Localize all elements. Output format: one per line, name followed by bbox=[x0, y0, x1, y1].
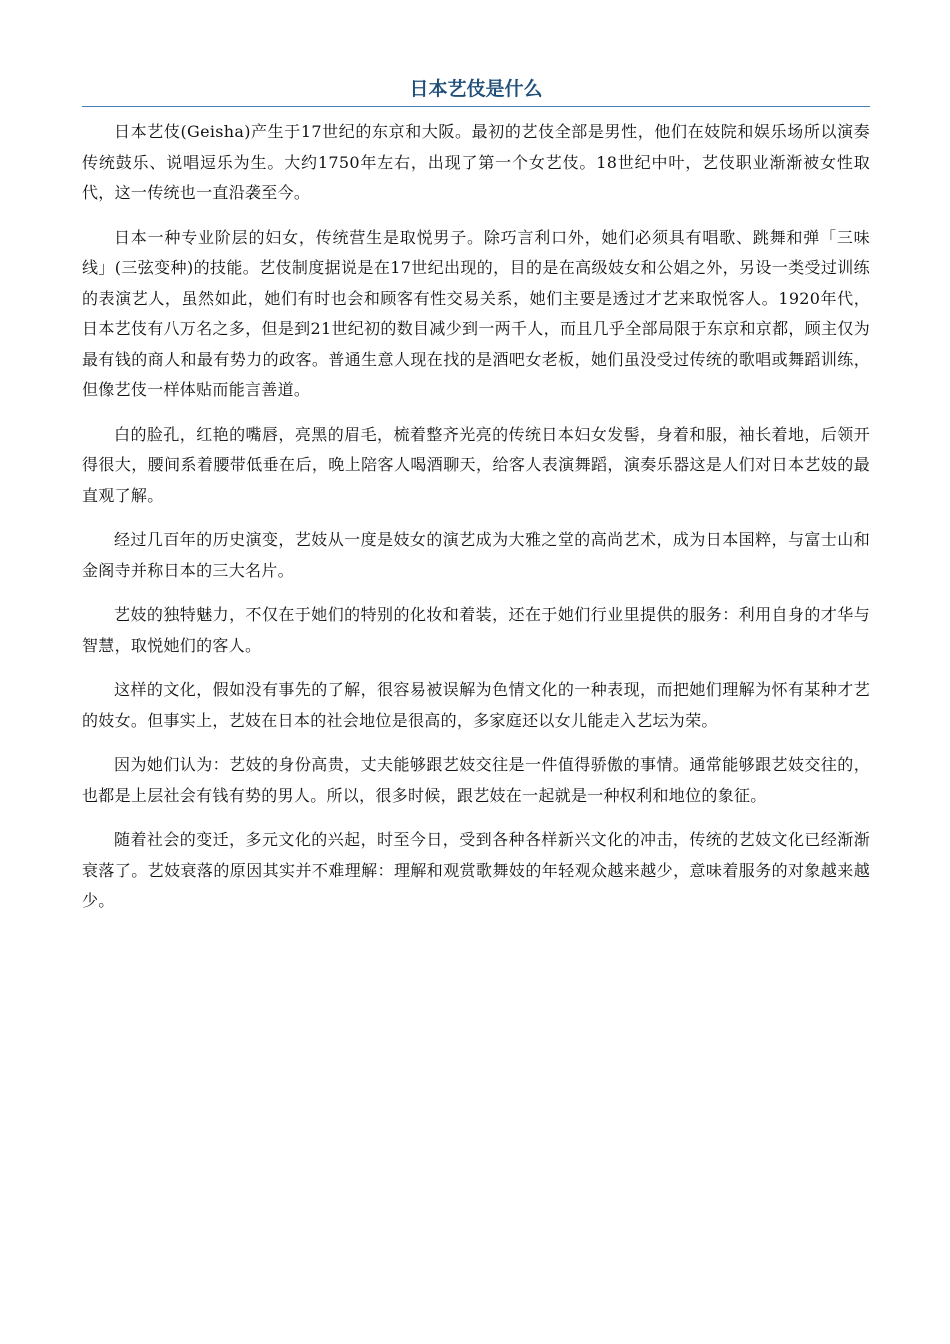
document-page bbox=[82, 76, 870, 931]
paragraph-misunderstanding: 这样的文化，假如没有事先的了解，很容易被误解为色情文化的一种表现，而把她们理解为怀有某种才艺的妓女。但事实上，艺妓在日本的社会地位是很高的，多家庭还以女儿能走入艺坛为荣。 bbox=[82, 680, 870, 730]
paragraph-status: 因为她们认为：艺妓的身份高贵，丈夫能够跟艺妓交往是一件值得骄傲的事情。通常能够跟艺妓交往的，也都是上层社会有钱有势的男人。所以，很多时候，跟艺妓在一起就是一种权利和地位的象征。 bbox=[82, 755, 870, 805]
paragraph-history: 经过几百年的历史演变，艺妓从一度是妓女的演艺成为大雅之堂的高尚艺术，成为日本国粹，与富士山和金阁寺并称日本的三大名片。 bbox=[82, 530, 870, 580]
page-title: 日本艺伎是什么 bbox=[82, 76, 870, 107]
paragraph-charm: 艺妓的独特魅力，不仅在于她们的特别的化妆和着装，还在于她们行业里提供的服务：利用自身的才华与智慧，取悦她们的客人。 bbox=[82, 605, 870, 655]
paragraph-profession: 日本一种专业阶层的妇女，传统营生是取悦男子。除巧言利口外，她们必须具有唱歌、跳舞和弹「三味线」(三弦变种)的技能。艺伎制度据说是在17世纪出现的，目的是在高级妓女和公娼之外，另设一类受过训练的表演艺人，虽然如此，她们有时也会和顾客有性交易关系，她们主要是透过才艺来取悦客人。1920年代，日本艺伎有八万名之多，但是到21世纪初的数目减少到一两千人，而且几乎全部局限于东京和京都，顾主仅为最有钱的商人和最有势力的政客。普通生意人现在找的是酒吧女老板，她们虽没受过传统的歌唱或舞蹈训练，但像艺伎一样体贴而能言善道。 bbox=[82, 227, 870, 399]
paragraph-decline: 随着社会的变迁，多元文化的兴起，时至今日，受到各种各样新兴文化的冲击，传统的艺妓文化已经渐渐衰落了。艺妓衰落的原因其实并不难理解：理解和观赏歌舞妓的年轻观众越来越少，意味着服务的对象越来越少。 bbox=[82, 830, 870, 910]
paragraph-appearance: 白的脸孔，红艳的嘴唇，亮黑的眉毛，梳着整齐光亮的传统日本妇女发髻，身着和服，袖长着地，后领开得很大，腰间系着腰带低垂在后，晚上陪客人喝酒聊天，给客人表演舞蹈，演奏乐器这是人们对日本艺妓的最直观了解。 bbox=[82, 424, 870, 505]
paragraph-origin: 日本艺伎(Geisha)产生于17世纪的东京和大阪。最初的艺伎全部是男性，他们在妓院和娱乐场所以演奏传统鼓乐、说唱逗乐为生。大约1750年左右，出现了第一个女艺伎。18世纪中叶，艺伎职业渐渐被女性取代，这一传统也一直沿袭至今。 bbox=[82, 122, 870, 202]
